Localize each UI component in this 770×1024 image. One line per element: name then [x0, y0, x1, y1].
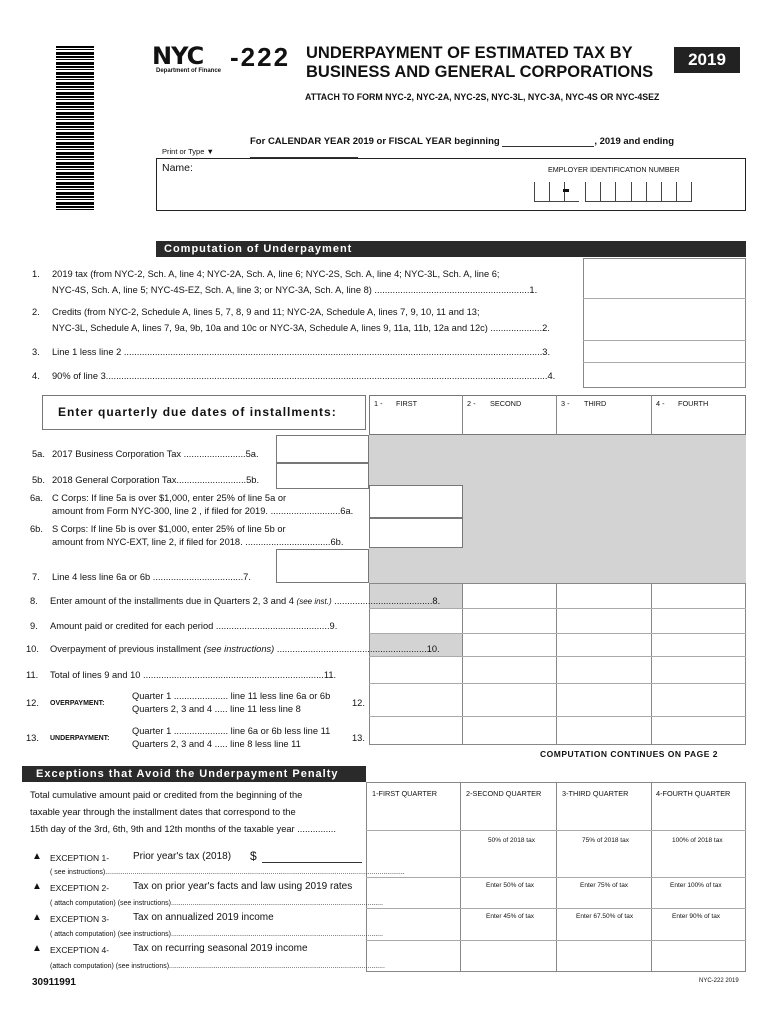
- attach-note: ATTACH TO FORM NYC-2, NYC-2A, NYC-2S, NYC-3L, NYC-3A, NYC-4S OR NYC-4SEZ: [305, 92, 660, 102]
- print-or-type: Print or Type ▼: [162, 147, 214, 156]
- line-6a-text-2: amount from Form NYC-300, line 2 , if filed for 2019. ...........................6a.: [52, 506, 354, 516]
- exceptions-intro-3: 15th day of the 3rd, 6th, 9th and 12th months of the taxable year ...............: [30, 824, 336, 834]
- line-13-num: 13.: [26, 733, 39, 743]
- name-label: Name:: [162, 162, 193, 174]
- calendar-text: For CALENDAR YEAR 2019 or FISCAL YEAR beginning: [250, 136, 500, 147]
- ex1-dollar: $: [250, 849, 257, 863]
- line-6a-num: 6a.: [30, 493, 43, 503]
- due-q2-label: SECOND: [490, 399, 522, 408]
- exc-q3-num: 3: [562, 789, 567, 798]
- line-6b-field[interactable]: [369, 518, 463, 548]
- barcode: [56, 46, 94, 210]
- ex4-triangle-icon: ▲: [32, 943, 42, 954]
- due-q2-num: 2 -: [467, 399, 476, 408]
- ex3-triangle-icon: ▲: [32, 912, 42, 923]
- footer-form-id: NYC-222 2019: [699, 978, 739, 984]
- line-8-text: [50, 595, 440, 608]
- form-title: [306, 44, 666, 82]
- line-13-ref: 13.: [352, 733, 365, 743]
- line-7-field[interactable]: [276, 549, 369, 583]
- line-6b-text-2: amount from NYC-EXT, line 2, if filed for 2018. .................................6b.: [52, 537, 344, 547]
- ex2-pct-q4: Enter 100% of tax: [670, 882, 722, 889]
- ex3-pct-q3: Enter 67.50% of tax: [576, 913, 634, 920]
- quarterly-due-dates-heading: Enter quarterly due dates of installments:: [58, 405, 337, 419]
- line-10-text-c: ..........................................................10.: [276, 644, 440, 654]
- line-13-text-b: Quarters 2, 3 and 4 ..... line 8 less line 11: [132, 739, 301, 749]
- exc-q3-label: -THIRD QUARTER: [566, 789, 629, 798]
- line-5b-field[interactable]: [276, 463, 369, 489]
- line-5a-num: 5a.: [32, 449, 45, 459]
- ex2-label: EXCEPTION 2-: [50, 883, 110, 893]
- ex1-label: EXCEPTION 1-: [50, 853, 110, 863]
- exc-q4-num: 4: [656, 789, 661, 798]
- exc-q2-label: -SECOND QUARTER: [470, 789, 542, 798]
- ex1-pct-q3: 75% of 2018 tax: [582, 837, 629, 844]
- ex2-triangle-icon: ▲: [32, 881, 42, 892]
- line-6a-field[interactable]: [369, 485, 463, 518]
- due-q1-label: FIRST: [396, 399, 418, 408]
- calendar-text-2: , 2019 and ending: [594, 136, 675, 147]
- line-12-ref: 12.: [352, 698, 365, 708]
- line-8-text-c: ......................................8.: [334, 596, 441, 606]
- exc-q4-label: -FOURTH QUARTER: [660, 789, 731, 798]
- ex1-triangle-icon: ▲: [32, 851, 42, 862]
- due-q4-label: FOURTH: [678, 399, 709, 408]
- exc-q2-num: 2: [466, 789, 471, 798]
- line-11-num: 11.: [26, 670, 39, 680]
- line-3-text: Line 1 less line 2 ..................................................................................................................................................................3.: [52, 347, 551, 357]
- computation-heading-bar: [156, 241, 746, 257]
- line-12-label: OVERPAYMENT:: [50, 700, 105, 707]
- line-12-text-a: Quarter 1 ..................... line 11 less line 6a or 6b: [132, 691, 331, 701]
- ex2-pct-q2: Enter 50% of tax: [486, 882, 535, 889]
- line-10-text: [50, 643, 440, 655]
- ex1-pct-q2: 50% of 2018 tax: [488, 837, 535, 844]
- line-6b-text-1: S Corps: If line 5b is over $1,000, enter 25% of line 5b or: [52, 524, 286, 534]
- fiscal-end-field[interactable]: [250, 148, 358, 158]
- exc-q1-num: 1: [372, 789, 377, 798]
- title-line-1: UNDERPAYMENT OF ESTIMATED TAX BY: [306, 44, 633, 62]
- line-7-num: 7.: [32, 572, 40, 582]
- line-5a-text: 2017 Business Corporation Tax ........................5a.: [52, 449, 259, 459]
- line-9-text: Amount paid or credited for each period ............................................9.: [50, 621, 338, 631]
- fiscal-begin-field[interactable]: [502, 137, 594, 147]
- exceptions-intro-2: taxable year through the installment dates that correspond to the: [30, 807, 296, 817]
- ex1-pct-q4: 100% of 2018 tax: [672, 837, 723, 844]
- ex3-pct-q2: Enter 45% of tax: [486, 913, 535, 920]
- nyc-logo: NYC: [152, 42, 204, 70]
- computation-continues-note: COMPUTATION CONTINUES ON PAGE 2: [540, 749, 718, 759]
- line-9-num: 9.: [30, 621, 38, 631]
- ex1-desc: Prior year's tax (2018): [133, 851, 232, 862]
- line-11-text: Total of lines 9 and 10 ......................................................................11.: [50, 670, 337, 680]
- line-7-text: Line 4 less line 6a or 6b ...................................7.: [52, 572, 251, 582]
- ex4-label: EXCEPTION 4-: [50, 945, 110, 955]
- line-3-num: 3.: [32, 347, 40, 357]
- form-number: -222: [230, 42, 291, 72]
- ex1-note: ( see instructions)..........................................................................................................................................................: [50, 869, 405, 876]
- exceptions-heading-bar: [22, 766, 366, 782]
- ex3-note: ( attach computation) (see instructions).............................................................................................................: [50, 931, 383, 938]
- line-1-num: 1.: [32, 269, 40, 279]
- due-q3-num: 3 -: [561, 399, 570, 408]
- lines-1-4-amount-column[interactable]: [583, 258, 746, 388]
- line-1-text-b: NYC-4S, Sch. A, line 5; NYC-4S-EZ, Sch. A, line 3; or NYC-3A, Sch. A, line 8) ............................................................1.: [52, 285, 538, 295]
- exc-q3-header: [562, 788, 628, 800]
- ein-label: EMPLOYER IDENTIFICATION NUMBER: [548, 165, 680, 174]
- line-2-text-a: Credits (from NYC-2, Schedule A, lines 5, 7, 8, 9 and 11; NYC-2A, Schedule A, lines 7, 9, 10, 11 and 13;: [52, 307, 480, 317]
- ein-field[interactable]: [534, 182, 692, 202]
- ein-hyphen: [563, 189, 569, 192]
- calendar-year-line: [250, 136, 770, 158]
- line-4-text: 90% of line 3...........................................................................................................................................................................4.: [52, 371, 556, 381]
- ex2-note: ( attach computation) (see instructions).............................................................................................................: [50, 900, 383, 907]
- ex4-desc: Tax on recurring seasonal 2019 income: [133, 943, 308, 954]
- line-2-text-b: NYC-3L, Schedule A, lines 7, 9a, 9b, 10a and 10c or NYC-3A, Schedule A, lines 9, 11a, 11b, 12a and 12c) ....................2.: [52, 323, 550, 333]
- line-5b-num: 5b.: [32, 475, 45, 485]
- footer-code: 30911991: [32, 977, 76, 988]
- due-q4-num: 4 -: [656, 399, 665, 408]
- line-8-text-b: (see inst.): [296, 597, 332, 606]
- ex2-desc: Tax on prior year's facts and law using 2019 rates: [133, 881, 353, 892]
- ex4-note: (attach computation) (see instructions)...............................................................................................................: [50, 963, 385, 970]
- exceptions-intro-1: Total cumulative amount paid or credited from the beginning of the: [30, 790, 303, 800]
- due-q3-label: THIRD: [584, 399, 607, 408]
- line-2-num: 2.: [32, 307, 40, 317]
- line-12-num: 12.: [26, 698, 39, 708]
- line-12-text-b: Quarters 2, 3 and 4 ..... line 11 less line 8: [132, 704, 301, 714]
- line-13-label: UNDERPAYMENT:: [50, 735, 110, 742]
- computation-heading: Computation of Underpayment: [164, 243, 353, 255]
- exceptions-heading: Exceptions that Avoid the Underpayment Penalty: [36, 768, 339, 780]
- line-5a-field[interactable]: [276, 435, 369, 463]
- exc-q2-header: [466, 788, 541, 800]
- line-10-num: 10.: [26, 644, 39, 654]
- line-8-num: 8.: [30, 596, 38, 606]
- title-line-2: BUSINESS AND GENERAL CORPORATIONS: [306, 63, 654, 81]
- line-6b-num: 6b.: [30, 524, 43, 534]
- due-q1-num: 1 -: [374, 399, 383, 408]
- department-label: Department of Finance: [156, 68, 222, 74]
- line-13-text-a: Quarter 1 ..................... line 6a or 6b less line 11: [132, 726, 331, 736]
- ex1-amount-field[interactable]: [262, 862, 362, 863]
- line-10-text-b: (see instructions): [203, 644, 275, 654]
- exc-q4-header: [656, 788, 730, 800]
- line-4-num: 4.: [32, 371, 40, 381]
- ex3-pct-q4: Enter 90% of tax: [672, 913, 721, 920]
- line-6a-text-1: C Corps: If line 5a is over $1,000, enter 25% of line 5a or: [52, 493, 287, 503]
- line-5b-text: 2018 General Corporation Tax...........................5b.: [52, 475, 260, 485]
- ex3-desc: Tax on annualized 2019 income: [133, 912, 274, 923]
- exc-q1-label: -FIRST QUARTER: [376, 789, 438, 798]
- ex3-label: EXCEPTION 3-: [50, 914, 110, 924]
- ex2-pct-q3: Enter 75% of tax: [580, 882, 629, 889]
- year-badge: 2019: [674, 47, 740, 73]
- line-1-text-a: 2019 tax (from NYC-2, Sch. A, line 4; NYC-2A, Sch. A, line 6; NYC-2S, Sch. A, line 4; NYC-3L, Sch. A, line 6;: [52, 269, 500, 279]
- exc-q1-header: [372, 788, 437, 800]
- line-8-text-a: Enter amount of the installments due in Quarters 2, 3 and 4: [50, 596, 294, 606]
- line-10-text-a: Overpayment of previous installment: [50, 644, 201, 654]
